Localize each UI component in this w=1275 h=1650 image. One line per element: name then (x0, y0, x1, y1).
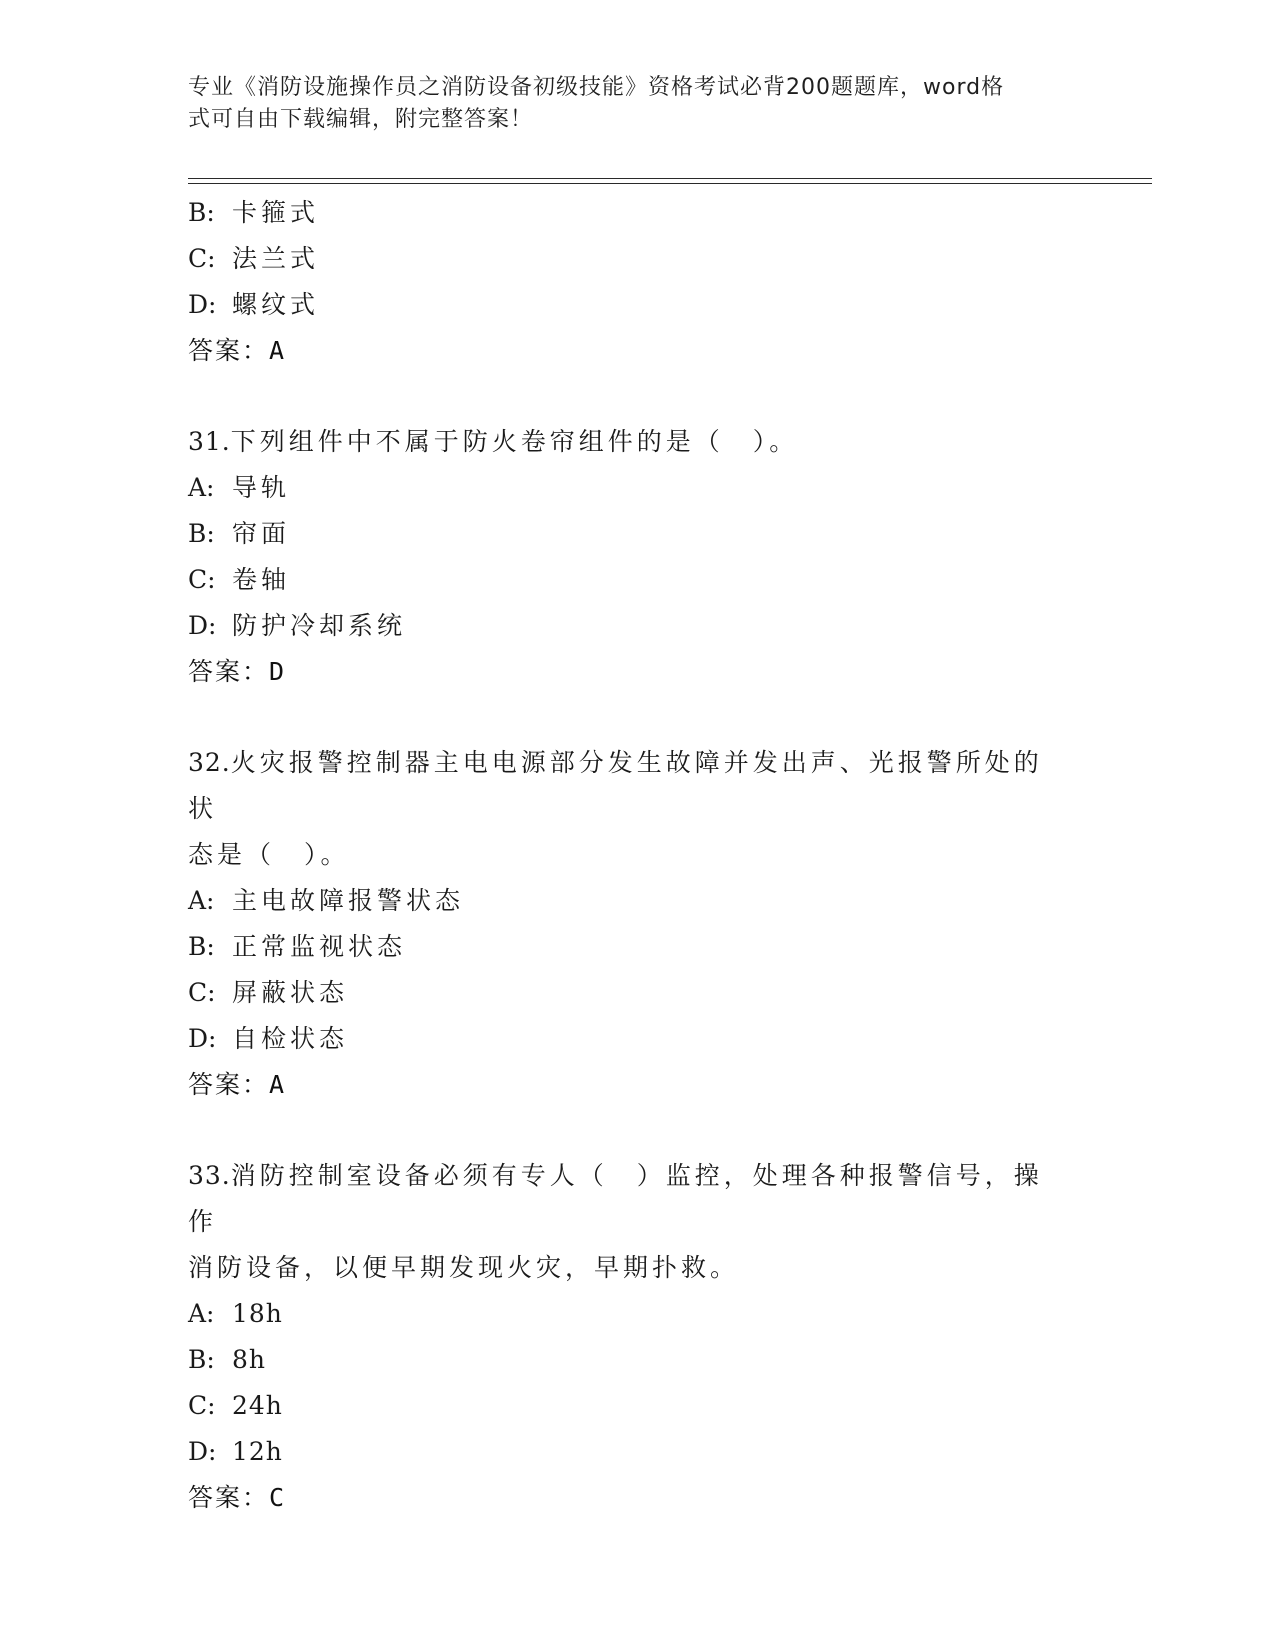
option-text: 12h (232, 1437, 283, 1466)
option-c (188, 1383, 1088, 1429)
option-c (188, 970, 1088, 1016)
option-label: C: (188, 244, 216, 273)
option-text: 主电故障报警状态 (232, 886, 465, 915)
option-label: A: (188, 886, 215, 915)
option-c (188, 557, 1088, 603)
option-label: D: (188, 1437, 217, 1466)
option-d (188, 603, 1088, 649)
option-b (188, 190, 1088, 236)
option-text: 导轨 (232, 473, 291, 502)
question-number: 32. (188, 748, 231, 777)
answer-label: 答案： (188, 657, 270, 686)
option-d (188, 1429, 1088, 1475)
answer-value: D (269, 657, 287, 686)
question-stem-line-2: 消防设备，以便早期发现火灾，早期扑救。 (188, 1253, 740, 1282)
spacer (188, 1108, 1088, 1153)
header-title-line-2: 式可自由下载编辑，附完整答案！ (188, 107, 534, 132)
answer-value: C (269, 1483, 287, 1512)
question-32 (188, 740, 1088, 1108)
option-b (188, 1337, 1088, 1383)
question-31 (188, 419, 1088, 695)
answer-label: 答案： (188, 1070, 270, 1099)
option-label: C: (188, 1391, 216, 1420)
header-divider-top (188, 178, 1152, 179)
option-label: B: (188, 519, 215, 548)
option-text: 防护冷却系统 (232, 611, 407, 640)
question-number: 31. (188, 427, 231, 456)
answer-label: 答案： (188, 336, 270, 365)
option-text: 18h (232, 1299, 283, 1328)
answer-value: A (269, 336, 287, 365)
option-text: 卡箍式 (232, 198, 320, 227)
spacer (188, 695, 1088, 740)
option-text: 法兰式 (232, 244, 320, 273)
question-stem (188, 740, 1068, 878)
option-text: 卷轴 (232, 565, 291, 594)
option-text: 帘面 (232, 519, 291, 548)
question-33 (188, 1153, 1088, 1521)
option-text: 屏蔽状态 (232, 978, 349, 1007)
option-text: 24h (232, 1391, 283, 1420)
option-c (188, 236, 1088, 282)
document-header (188, 72, 1068, 136)
question-stem (188, 1153, 1068, 1291)
option-text: 8h (232, 1345, 267, 1374)
option-b (188, 511, 1088, 557)
header-title-line-1: 专业《消防设施操作员之消防设备初级技能》资格考试必背200题题库，word格 (188, 75, 1005, 100)
answer-line (188, 1475, 1088, 1521)
option-d (188, 282, 1088, 328)
option-label: C: (188, 565, 216, 594)
option-b (188, 924, 1088, 970)
option-label: A: (188, 1299, 215, 1328)
option-label: A: (188, 473, 215, 502)
option-label: D: (188, 611, 217, 640)
question-list (188, 190, 1088, 1521)
option-a (188, 465, 1088, 511)
question-stem-line-1: 下列组件中不属于防火卷帘组件的是（ ）。 (230, 427, 799, 456)
prev-question-block (188, 190, 1088, 374)
option-label: B: (188, 932, 215, 961)
answer-value: A (269, 1070, 287, 1099)
answer-line (188, 328, 1088, 374)
question-stem (188, 419, 1068, 465)
answer-line (188, 649, 1088, 695)
option-label: D: (188, 290, 217, 319)
question-stem-line-2: 态是（ ）。 (188, 840, 350, 869)
option-a (188, 878, 1088, 924)
option-label: C: (188, 978, 216, 1007)
option-d (188, 1016, 1088, 1062)
question-number: 33. (188, 1161, 231, 1190)
option-a (188, 1291, 1088, 1337)
answer-label: 答案： (188, 1483, 270, 1512)
option-text: 自检状态 (232, 1024, 349, 1053)
option-label: B: (188, 1345, 215, 1374)
option-label: D: (188, 1024, 217, 1053)
option-text: 正常监视状态 (232, 932, 407, 961)
spacer (188, 374, 1088, 419)
option-label: B: (188, 198, 215, 227)
option-text: 螺纹式 (232, 290, 320, 319)
answer-line (188, 1062, 1088, 1108)
question-stem-line-1: 火灾报警控制器主电电源部分发生故障并发出声、光报警所处的状 (188, 748, 1043, 823)
question-stem-line-1: 消防控制室设备必须有专人（ ）监控，处理各种报警信号，操作 (188, 1161, 1043, 1236)
header-divider-bottom (188, 183, 1152, 184)
